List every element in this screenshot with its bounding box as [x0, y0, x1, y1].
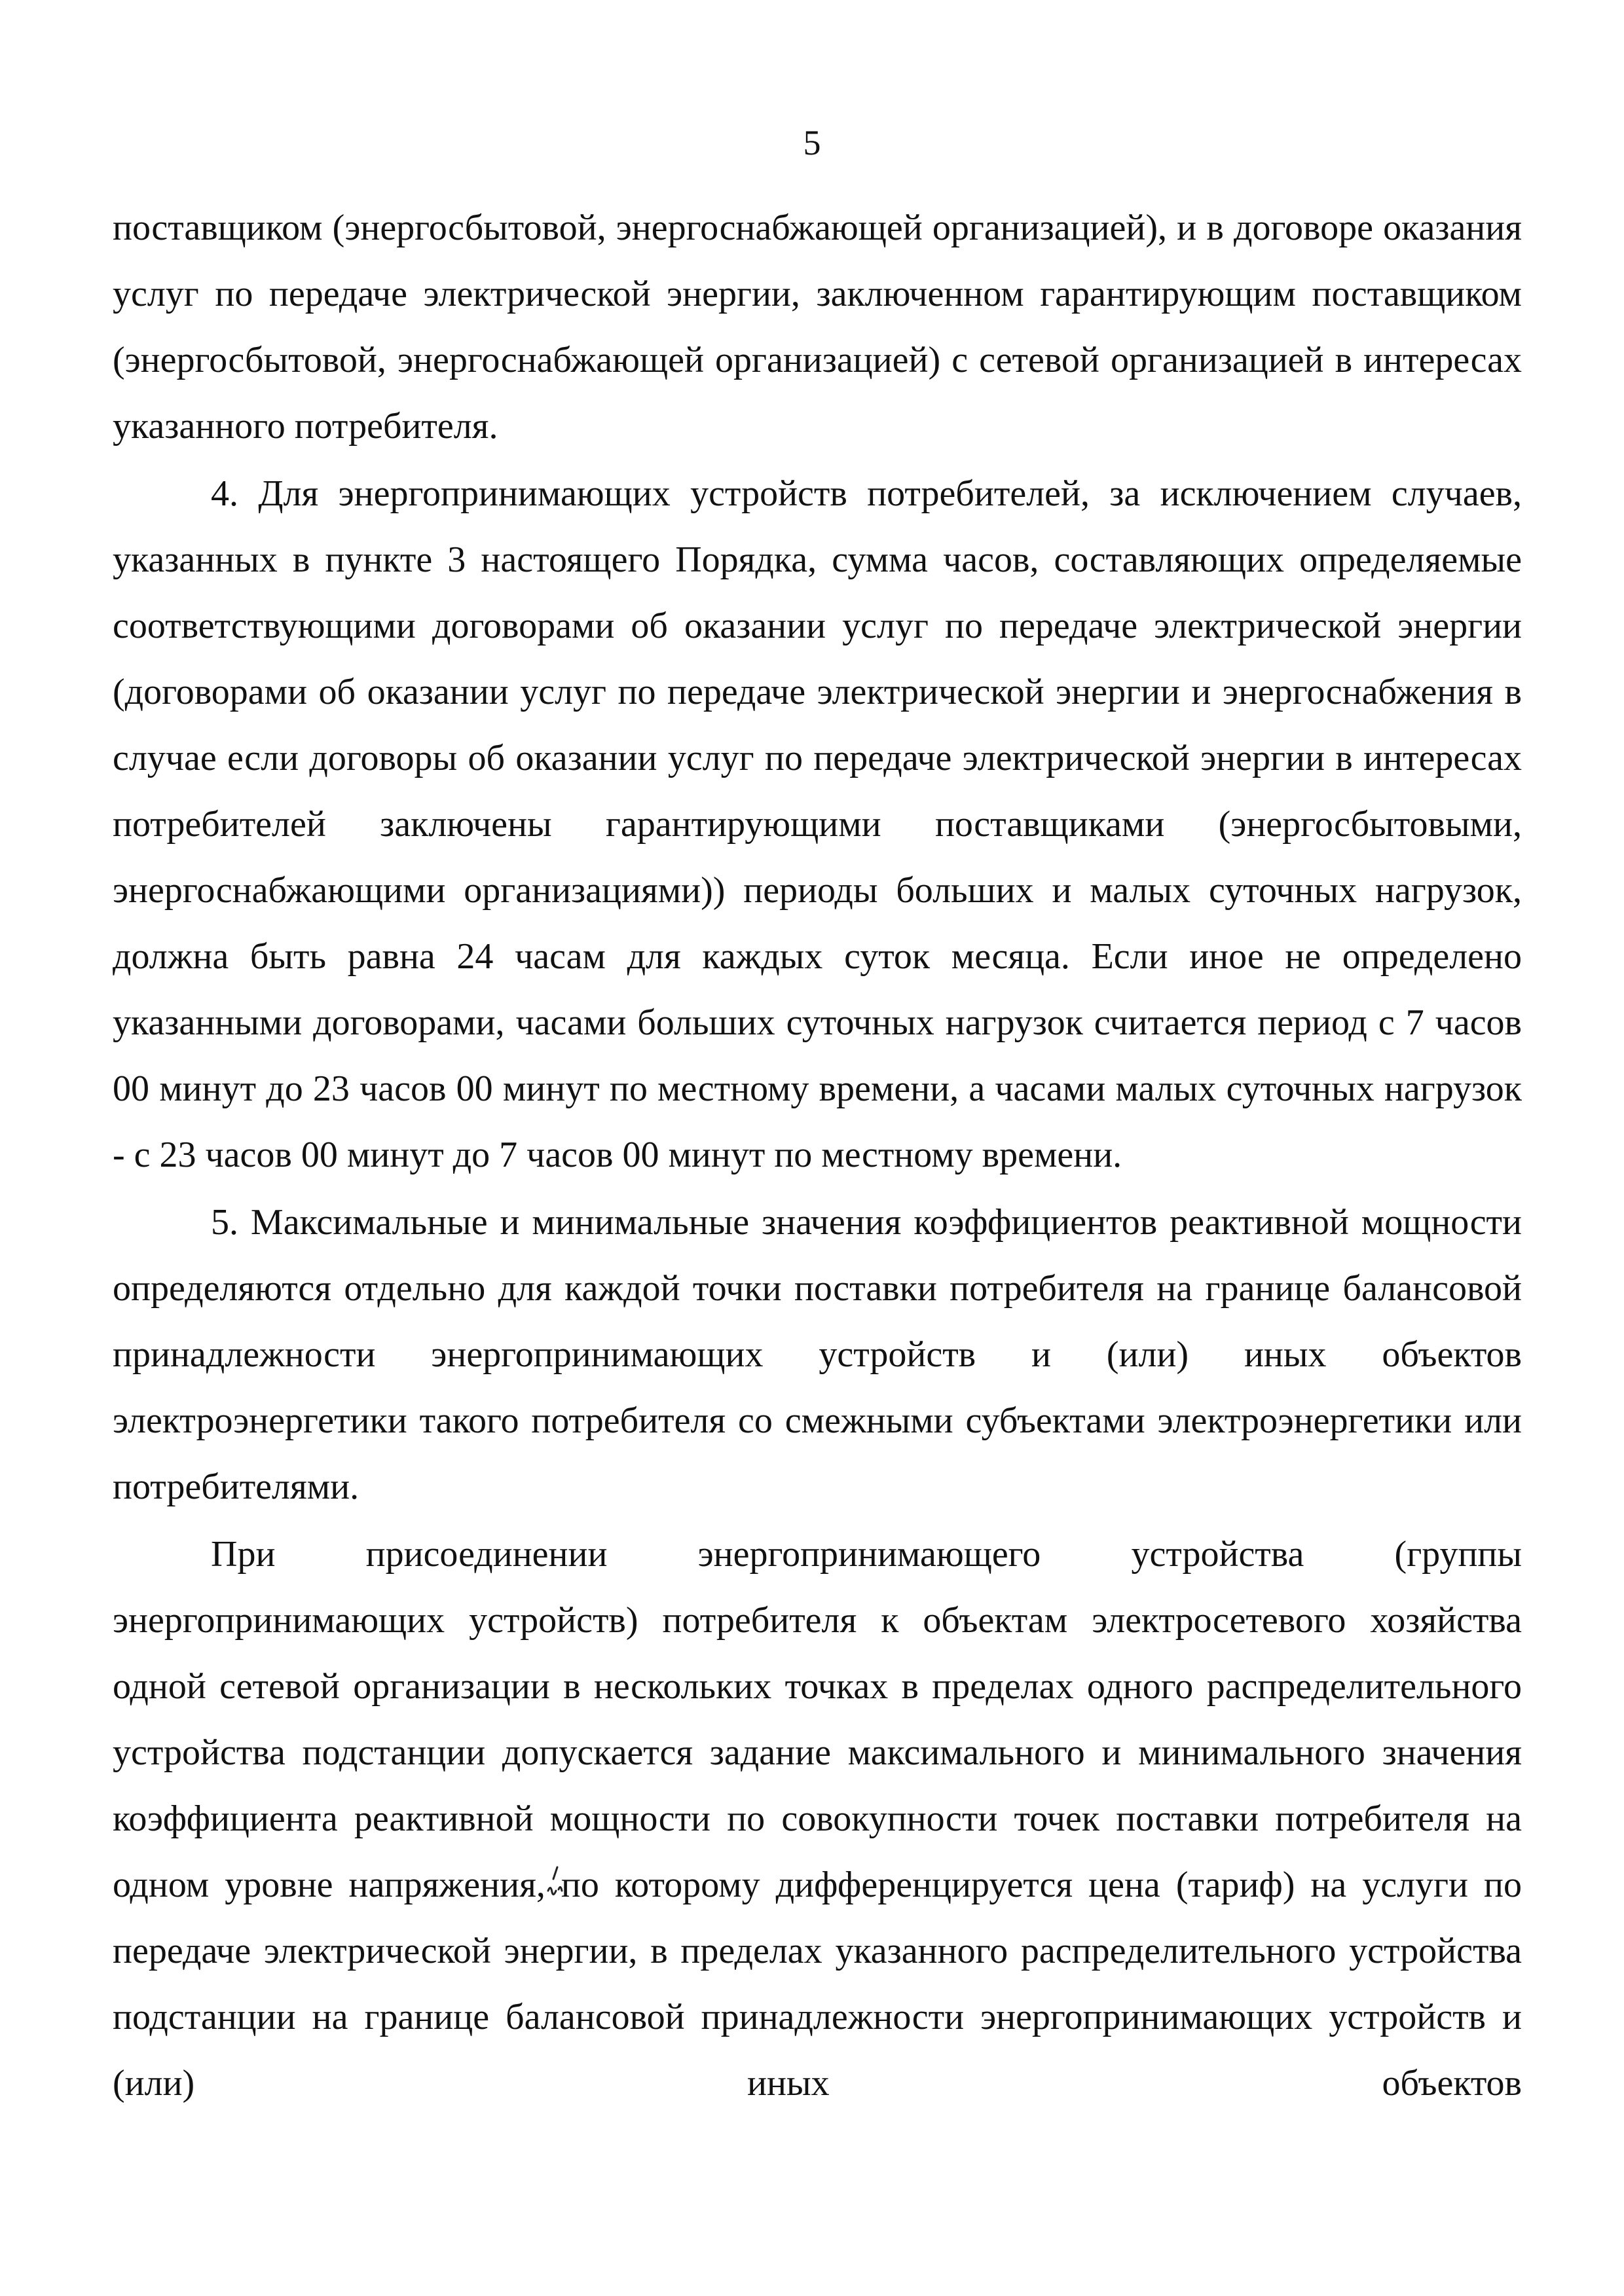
paragraph-item-4: 4. Для энергопринимающих устройств потребителей, за исключением случаев, указанных в пункте 3 настоящего Порядка, сумма часов, составляющих определяемые соответствующими договорами об оказании услуг по передаче электрической энергии (договорами об оказании услуг по передаче электрической энергии и энергоснабжения в случае если договоры об оказании услуг по передаче электрической энергии в интересах потребителей заключены гарантирующими поставщиками (энергосбытовыми, энергоснабжающими организациями)) периоды больших и малых суточных нагрузок, должна быть равна 24 часам для каждых суток месяца. Если иное не определено указанными договорами, часами больших суточных нагрузок считается период с 7 часов 00 минут до 23 часов 00 минут по местному времени, а часами малых суточных нагрузок - с 23 часов 00 минут до 7 часов 00 минут по местному времени. — [113, 473, 1522, 1175]
paragraph-connection: При присоединении энергопринимающего устройства (группы энергопринимающих устройств) потребителя к объектам электросетевого хозяйства одной сетевой организации в нескольких точках в пределах одного распределительного устройства подстанции допускается задание максимального и минимального значения коэффициента реактивной мощности по совокупности точек поставки потребителя на одном уровне напряжения, по которому дифференцируется цена (тариф) на услуги по передаче электрической энергии, в пределах указанного распределительного устройства подстанции на границе балансовой принадлежности энергопринимающих устройств и (или) иных объектов — [113, 1534, 1522, 2104]
paragraph-item-5: 5. Максимальные и минимальные значения коэффициентов реактивной мощности определяются отдельно для каждой точки поставки потребителя на границе балансовой принадлежности энергопринимающих устройств и (или) иных объектов электроэнергетики такого потребителя со смежными субъектами электроэнергетики или потребителями. — [113, 1202, 1522, 1507]
page-number: 5 — [803, 123, 821, 162]
paragraph-continuation: поставщиком (энергосбытовой, энергоснабжающей организацией), и в договоре оказания услуг по передаче электрической энергии, заключенном гарантирующим поставщиком (энергосбытовой, энергоснабжающей организацией) с сетевой организацией в интересах указанного потребителя. — [113, 208, 1522, 446]
document-body — [113, 195, 1522, 2117]
handwritten-correction-mark — [543, 1865, 569, 1910]
